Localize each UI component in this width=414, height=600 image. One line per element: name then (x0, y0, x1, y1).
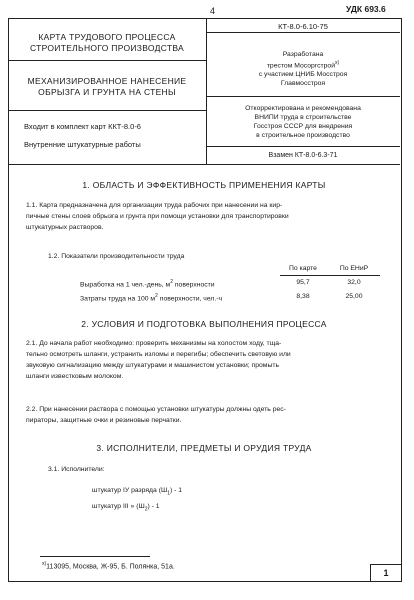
row1-enir-value: 32,0 (347, 279, 361, 286)
row2-suffix: поверхности, чел.-ч (159, 295, 223, 303)
section3-title: 3. ИСПОЛНИТЕЛИ, ПРЕДМЕТЫ И ОРУДИЯ ТРУДА (96, 443, 312, 453)
left-rule-2 (8, 110, 206, 111)
replaces: Взамен КТ-8.0-6.3-71 (268, 152, 338, 159)
section2-paragraph1 (26, 338, 386, 382)
footnote-mark: x) (42, 561, 47, 567)
productivity-title: 1.2. Показатели производительности труда (48, 253, 185, 260)
row1-suffix: поверхности (174, 281, 215, 289)
section2-title: 2. УСЛОВИЯ И ПОДГОТОВКА ВЫПОЛНЕНИЯ ПРОЦЕССА (81, 319, 327, 329)
box-divider (206, 18, 207, 164)
col-card: По карте (289, 265, 317, 272)
row2-label: Затраты труда на 100 м (80, 295, 156, 303)
s2p1-line4: шланги известковым молоком. (26, 373, 124, 380)
table-row-2 (80, 293, 222, 302)
worker2-tail: ) - 1 (147, 503, 160, 510)
udk-code: УДК 693.6 (346, 4, 386, 14)
developed-line4: Главмосстроя (280, 80, 326, 88)
s2p1-line2: тельно осмотреть шланги, устранить изломы и перегибы; обеспечить световую или (26, 351, 291, 358)
footnote-text: 113095, Москва, Ж-95, Б. Полянка, 51а. (46, 563, 175, 571)
section1-title: 1. ОБЛАСТЬ И ЭФФЕКТИВНОСТЬ ПРИМЕНЕНИЯ КАРТЫ (82, 180, 326, 190)
worker2-label: штукатур III » (Ш (92, 503, 145, 510)
performers-title: 3.1. Исполнители: (48, 466, 105, 473)
worker-row-2 (92, 503, 160, 512)
page-number: 4 (210, 6, 216, 16)
card-subject-line2: ОБРЫЗГА И ГРУНТА НА СТЕНЫ (38, 87, 176, 97)
footnote (42, 561, 175, 570)
col-enir: По ЕНиР (339, 265, 369, 272)
corrected-line4: в строительное производство (256, 132, 350, 139)
table-header-rule (280, 275, 380, 276)
corner-page-number: 1 (370, 564, 401, 581)
worker1-tail: ) - 1 (169, 487, 183, 494)
left-rule-1 (8, 60, 206, 61)
worker-row-1 (92, 487, 182, 496)
corrected-line1: Откорректирована и рекомендована (245, 105, 361, 112)
card-title-line2: СТРОИТЕЛЬНОГО ПРОИЗВОДСТВА (29, 43, 185, 53)
developed-line1: Разработана (282, 51, 324, 58)
right-rule-1 (206, 32, 400, 33)
card-subject-line1: МЕХАНИЗИРОВАННОЕ НАНЕСЕНИЕ (27, 76, 187, 86)
corrected-by (206, 104, 400, 140)
row1-card-value: 95,7 (296, 279, 310, 286)
row1-sup: 2 (170, 279, 173, 285)
developed-line3: с участием ЦНИБ Мосстроя (258, 71, 348, 79)
developed-line2-text: трестом Мосоргстрой (266, 62, 336, 70)
worker1-sub: 1 (167, 490, 170, 497)
s1p1-line2: пичные стены слоев обрызга и грунта при помощи установки для транспортировки (26, 213, 289, 220)
s2p1-line3: звуковую сигнализацию между штукатурами и машинистом установки; промыть (26, 362, 279, 369)
work-category: Внутренние штукатурные работы (24, 140, 141, 149)
included-in: Входит в комплект карт ККТ-8.0-6 (24, 122, 141, 131)
row2-enir-value: 25,00 (345, 293, 363, 300)
footnote-ref: x) (335, 60, 340, 66)
footnote-rule (40, 556, 150, 557)
section1-paragraph1 (26, 200, 386, 233)
s1p1-line1: 1.1. Карта предназначена для организации труда рабочих при нанесении на кир- (26, 202, 283, 209)
s1p1-line3: штукатурных растворов. (26, 224, 104, 231)
card-subject (8, 76, 206, 98)
section2-paragraph2 (26, 404, 386, 426)
right-rule-2 (206, 96, 400, 97)
corrected-line2: ВНИПИ труда в строительстве (254, 114, 352, 121)
card-title-line1: КАРТА ТРУДОВОГО ПРОЦЕССА (38, 32, 176, 42)
row2-sup: 2 (155, 293, 158, 299)
table-row-1 (80, 279, 215, 288)
corrected-line3: Госстроя СССР для внедрения (253, 123, 353, 130)
row2-card-value: 8,38 (296, 293, 310, 300)
s2p2-line2: пираторы, защитные очки и резиновые перчатки. (26, 417, 182, 424)
s2p1-line1: 2.1. До начала работ необходимо: проверить механизмы на холостом ходу, тща- (26, 340, 282, 347)
header-bottom-rule (8, 164, 400, 165)
developed-line2 (206, 59, 400, 70)
row1-label: Выработка на 1 чел.-день, м (80, 281, 171, 289)
right-rule-3 (206, 146, 400, 147)
card-code: КТ-8.0-6.10-75 (278, 22, 328, 31)
card-title (8, 32, 206, 54)
worker2-sub: 2 (144, 506, 148, 513)
worker1-label: штукатур IУ разряда (Ш (92, 487, 168, 494)
s2p2-line1: 2.2. При нанесении раствора с помощью установки штукатуры должны одеть рес- (26, 406, 286, 413)
developed-by (206, 50, 400, 88)
